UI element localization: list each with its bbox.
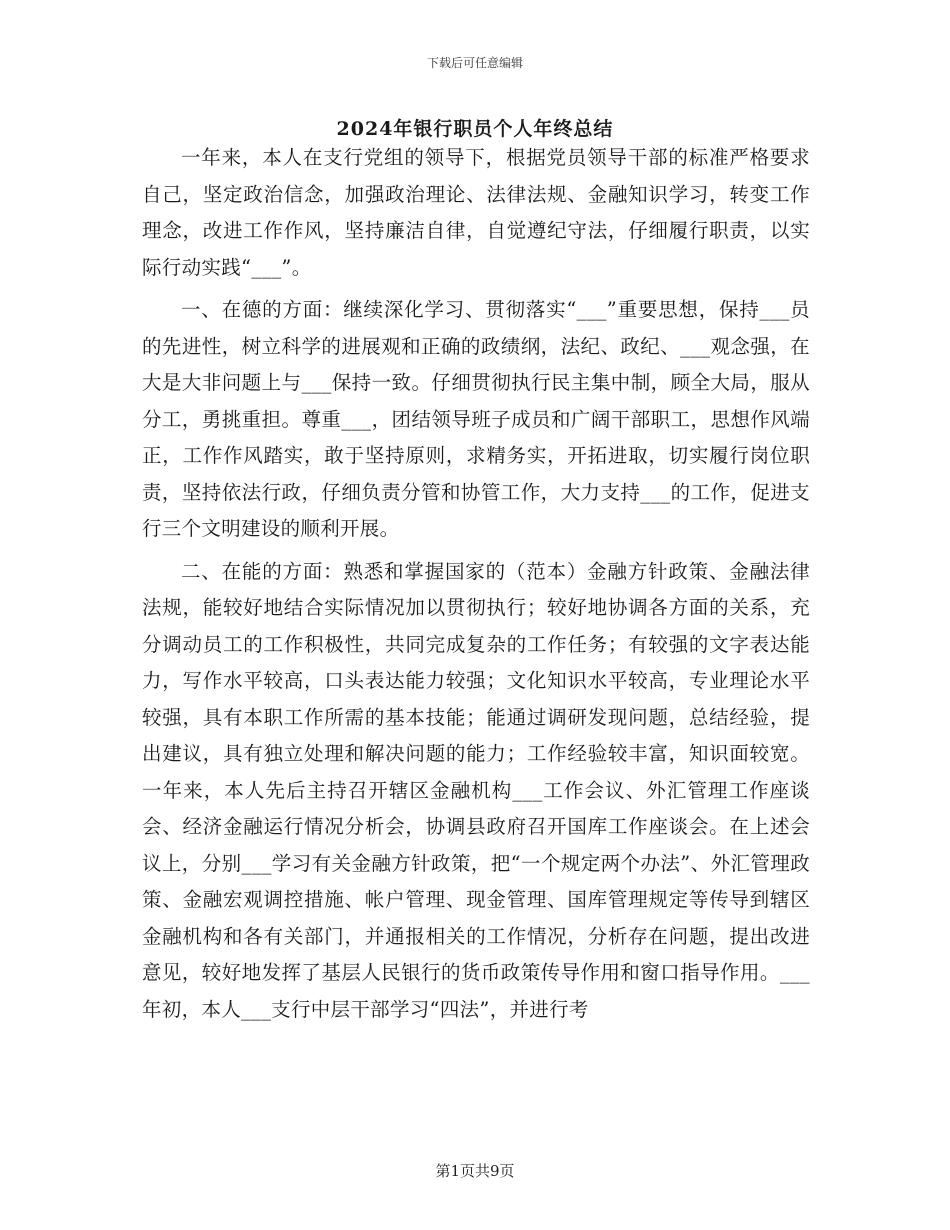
header-note: 下载后可任意编辑 xyxy=(426,56,523,70)
paragraph-intro: 一年来，本人在支行党组的领导下，根据党员领导干部的标准严格要求自己，坚定政治信念，加强政治理论、法律法规、金融知识学习，转变工作理念，改进工作作风，坚持廉洁自律，自觉遵纪守法，仔细履行职责，以实际行动实践“___”。 xyxy=(142,146,810,279)
page-number: 第1页共9页 xyxy=(435,1162,515,1180)
document-title: 2024年银行职员个人年终总结 xyxy=(336,118,614,140)
paragraph-ability: 二、在能的方面：熟悉和掌握国家的（范本）金融方针政策、金融法律法规，能较好地结合实际情况加以贯彻执行；较好地协调各方面的关系，充分调动员工的工作积极性，共同完成复杂的工作任务；有较强的文字表达能力，写作水平较高，口头表达能力较强；文化知识水平较高，专业理论水平较强，具有本职工作所需的基本技能；能通过调研发现问题，总结经验，提出建议，具有独立处理和解决问题的能力；工作经验较丰富，知识面较宽。一年来，本人先后主持召开辖区金融机构___工作会议、外汇管理工作座谈会、经济金融运行情况分析会，协调县政府召开国库工作座谈会。在上述会议上，分别___学习有关金融方针政策，把“一个规定两个办法”、外汇管理政策、金融宏观调控措施、帐户管理、现金管理、国库管理规定等传导到辖区金融机构和各有关部门，并通报相关的工作情况，分析存在问题，提出改进意见，较好地发挥了基层人民银行的货币政策传导作用和窗口指导作用。___年初，本人___支行中层干部学习“四法”，并进行考 xyxy=(142,559,810,1021)
document-body xyxy=(142,140,810,1034)
paragraph-morality: 一、在德的方面：继续深化学习、贯彻落实“___”重要思想，保持___员的先进性，树立科学的进展观和正确的政绩纲，法纪、政纪、___观念强，在大是大非问题上与___保持一致。仔细贯彻执行民主集中制，顾全大局，服从分工，勇挑重担。尊重___，团结领导班子成员和广阔干部职工，思想作风端正，工作作风踏实，敢于坚持原则，求精务实，开拓进取，切实履行岗位职责，坚持依法行政，仔细负责分管和协管工作，大力支持___的工作，促进支行三个文明建设的顺利开展。 xyxy=(142,298,810,540)
